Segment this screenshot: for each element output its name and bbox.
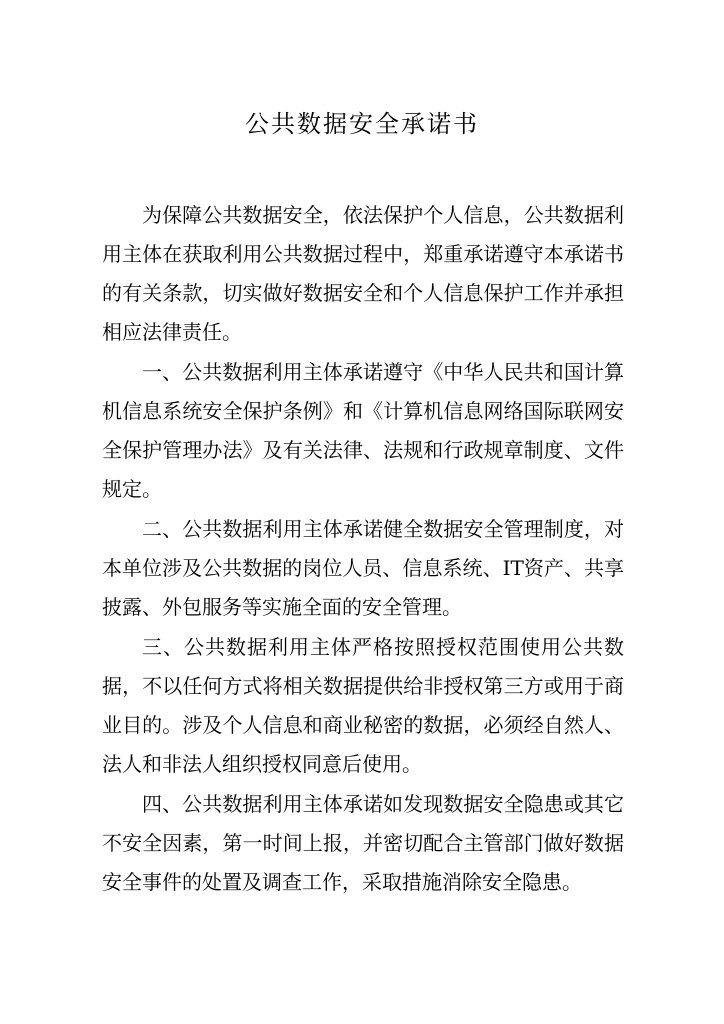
- document-body: [102, 196, 624, 903]
- paragraph-clause-1: 一、公共数据利用主体承诺遵守《中华人民共和国计算机信息系统安全保护条例》和《计算机信息网络国际联网安全保护管理办法》及有关法律、法规和行政规章制度、文件规定。: [102, 360, 624, 501]
- paragraph-clause-3: 三、公共数据利用主体严格按照授权范围使用公共数据，不以任何方式将相关数据提供给非授权第三方或用于商业目的。涉及个人信息和商业秘密的数据，必须经自然人、法人和非法人组织授权同意后使用。: [102, 635, 624, 776]
- paragraph-clause-4: 四、公共数据利用主体承诺如发现数据安全隐患或其它不安全因素，第一时间上报，并密切配合主管部门做好数据安全事件的处置及调查工作，采取措施消除安全隐患。: [102, 792, 624, 894]
- paragraph-clause-2: 二、公共数据利用主体承诺健全数据安全管理制度，对本单位涉及公共数据的岗位人员、信息系统、IT资产、共享披露、外包服务等实施全面的安全管理。: [102, 517, 624, 619]
- paragraph-intro: 为保障公共数据安全，依法保护个人信息，公共数据利用主体在获取利用公共数据过程中，郑重承诺遵守本承诺书的有关条款，切实做好数据安全和个人信息保护工作并承担相应法律责任。: [102, 203, 624, 344]
- page-title: 公共数据安全承诺书: [245, 110, 479, 138]
